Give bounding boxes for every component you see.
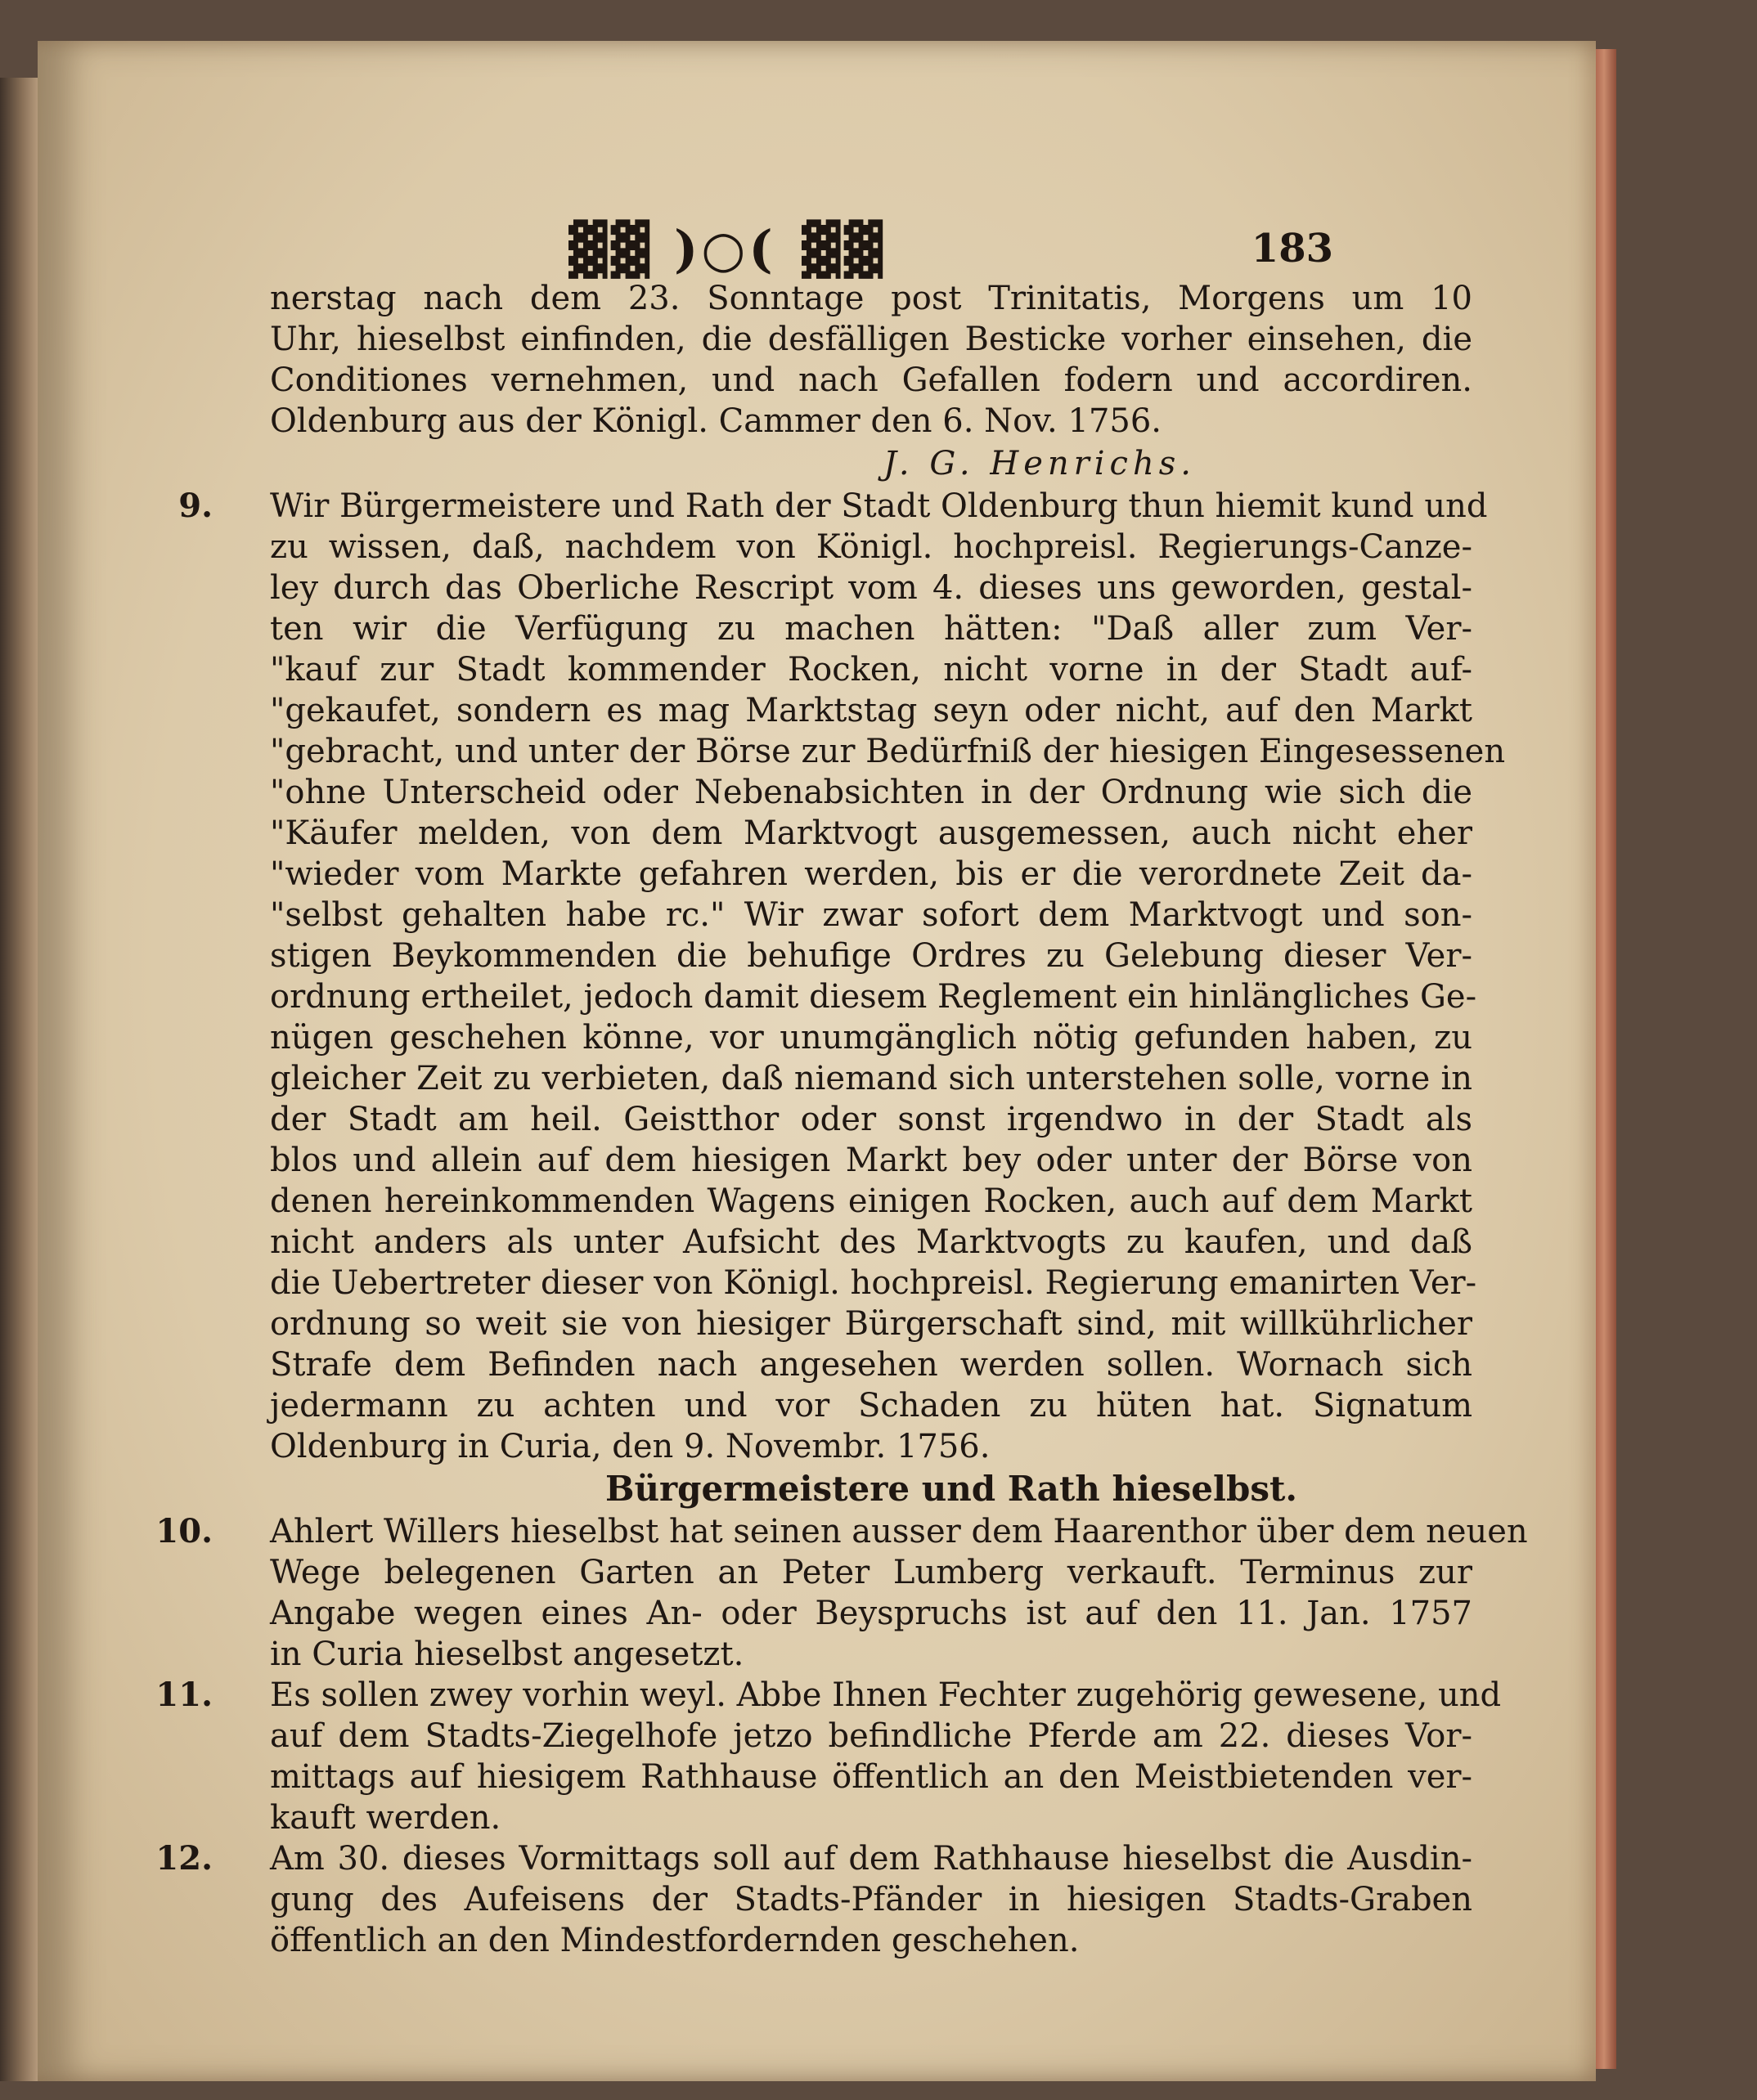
header-ornament-right: ▓▓ — [802, 219, 887, 279]
line-text: Oldenburg in Curia, den 9. Novembr. 1756. — [270, 1428, 991, 1465]
line-text: gung des Aufeisens der Stadts-Pfänder in hiesigen Stadts-Graben — [270, 1881, 1472, 1918]
text-line — [131, 527, 1472, 568]
text-line — [131, 486, 1488, 527]
line-text: "selbst gehalten habe rc." Wir zwar sofort dem Marktvogt und son- — [270, 896, 1472, 934]
line-text: zu wissen, daß, nachdem von Königl. hochpreisl. Regierungs-Canze- — [270, 528, 1472, 566]
line-text: "gebracht, und unter der Börse zur Bedürfniß der hiesigen Eingesessenen — [270, 733, 1506, 770]
line-text: Es sollen zwey vorhin weyl. Abbe Ihnen Fechter zugehörig gewesene, und — [270, 1676, 1502, 1714]
text-line — [131, 1426, 1358, 1467]
text-line — [131, 1058, 1472, 1099]
page-number: 183 — [1251, 226, 1333, 271]
line-text: gleicher Zeit zu verbieten, daß niemand sich unterstehen solle, vorne in — [270, 1060, 1472, 1097]
text-line — [131, 690, 1472, 731]
line-text: Ahlert Willers hieselbst hat seinen ausser dem Haarenthor über dem neuen — [270, 1513, 1528, 1550]
line-text: "ohne Unterscheid oder Nebenabsichten in der Ordnung wie sich die — [270, 774, 1472, 811]
header-ornament-left: ▓▓ )○( — [568, 219, 776, 279]
text-line — [131, 1634, 1358, 1675]
text-line — [131, 1879, 1472, 1920]
text-line — [131, 568, 1472, 608]
line-text: ley durch das Oberliche Rescript vom 4. dieses uns geworden, gestal- — [270, 569, 1472, 607]
text-line — [131, 1222, 1472, 1263]
text-line — [131, 1099, 1472, 1140]
text-line — [131, 1838, 1472, 1879]
text-line — [131, 608, 1472, 649]
signature-council: Bürgermeistere und Rath hieselbst. — [605, 1469, 1298, 1509]
line-text: stigen Beykommenden die behufige Ordres zu Gelebung dieser Ver- — [270, 937, 1472, 975]
line-text: Strafe dem Befinden nach angesehen werden sollen. Wornach sich — [270, 1346, 1472, 1384]
line-text: Am 30. dieses Vormittags soll auf dem Rathhause hieselbst die Ausdin- — [270, 1840, 1472, 1878]
text-line — [131, 1675, 1502, 1716]
line-text: nerstag nach dem 23. Sonntage post Trinitatis, Morgens um 10 — [270, 280, 1472, 317]
text-line — [131, 813, 1472, 854]
line-text: öffentlich an den Mindestfordernden geschehen. — [270, 1922, 1080, 1959]
text-line — [131, 1304, 1472, 1344]
line-text: jedermann zu achten und vor Schaden zu hüten hat. Signatum — [270, 1387, 1472, 1425]
signature-henrichs: J. G. Henrichs. — [883, 445, 1196, 482]
line-text: blos und allein auf dem hiesigen Markt bey oder unter der Börse von — [270, 1142, 1472, 1179]
text-block-1 — [131, 278, 1506, 1511]
item-number: 12. — [155, 1839, 213, 1878]
line-text: Conditiones vernehmen, und nach Gefallen fodern und accordiren. — [270, 361, 1472, 399]
text-line — [131, 649, 1472, 690]
text-line — [131, 1385, 1472, 1426]
line-text: nicht anders als unter Aufsicht des Marktvogts zu kaufen, und daß — [270, 1223, 1472, 1261]
line-text: nügen geschehen könne, vor unumgänglich nötig gefunden haben, zu — [270, 1019, 1472, 1057]
text-line — [131, 1757, 1472, 1797]
text-line — [131, 401, 1358, 442]
text-line — [131, 1344, 1472, 1385]
text-line — [131, 1140, 1472, 1181]
line-text: Wir Bürgermeistere und Rath der Stadt Oldenburg thun hiemit kund und — [270, 487, 1488, 525]
text-block-2 — [131, 1511, 1528, 1961]
text-line — [131, 1511, 1528, 1552]
text-line — [131, 936, 1472, 976]
line-text: "kauf zur Stadt kommender Rocken, nicht vorne in der Stadt auf- — [270, 651, 1472, 689]
line-text: Angabe wegen eines An- oder Beyspruchs ist auf den 11. Jan. 1757 — [270, 1595, 1472, 1632]
line-text: Uhr, hieselbst einfinden, die desfälligen Besticke vorher einsehen, die — [270, 321, 1472, 358]
line-text: Oldenburg aus der Königl. Cammer den 6. Nov. 1756. — [270, 402, 1162, 440]
text-line — [131, 1716, 1472, 1757]
item-number: 9. — [178, 487, 213, 525]
line-text: denen hereinkommenden Wagens einigen Rocken, auch auf dem Markt — [270, 1182, 1472, 1220]
line-text: der Stadt am heil. Geistthor oder sonst irgendwo in der Stadt als — [270, 1101, 1472, 1138]
line-text: die Uebertreter dieser von Königl. hochpreisl. Regierung emanirten Ver- — [270, 1264, 1477, 1302]
item-number: 11. — [155, 1676, 213, 1714]
line-text: in Curia hieselbst angesetzt. — [270, 1636, 744, 1673]
text-line — [131, 854, 1472, 895]
item-number: 10. — [155, 1512, 213, 1550]
line-text: kauft werden. — [270, 1799, 501, 1837]
text-line — [131, 731, 1506, 772]
text-line — [131, 1920, 1358, 1961]
line-text: "Käufer melden, von dem Marktvogt ausgemessen, auch nicht eher — [270, 814, 1472, 852]
page-body — [131, 278, 1528, 1961]
text-line — [131, 772, 1472, 813]
line-text: ordnung ertheilet, jedoch damit diesem Reglement ein hinlängliches Ge- — [270, 978, 1477, 1016]
text-line — [131, 1593, 1472, 1634]
line-text: "gekaufet, sondern es mag Marktstag seyn oder nicht, auf den Markt — [270, 692, 1472, 729]
text-line — [131, 319, 1472, 360]
line-text: ten wir die Verfügung zu machen hätten: "Daß aller zum Ver- — [270, 610, 1472, 648]
line-text: "wieder vom Markte gefahren werden, bis er die verordnete Zeit da- — [270, 855, 1472, 893]
page-block-edge — [1596, 49, 1616, 2069]
text-line — [131, 895, 1472, 936]
line-text: auf dem Stadts-Ziegelhofe jetzo befindliche Pferde am 22. dieses Vor- — [270, 1717, 1472, 1755]
text-line — [131, 1797, 1358, 1838]
facing-page-edge — [0, 78, 38, 2081]
text-line — [131, 360, 1472, 401]
text-line — [131, 1017, 1472, 1058]
text-line — [131, 1263, 1477, 1304]
text-line — [131, 976, 1477, 1017]
text-line — [131, 1181, 1472, 1222]
text-line — [131, 1552, 1472, 1593]
page-header — [270, 219, 1333, 285]
line-text: Wege belegenen Garten an Peter Lumberg verkauft. Terminus zur — [270, 1554, 1472, 1591]
line-text: mittags auf hiesigem Rathhause öffentlich an den Meistbietenden ver- — [270, 1758, 1472, 1796]
line-text: ordnung so weit sie von hiesiger Bürgerschaft sind, mit willkührlicher — [270, 1305, 1472, 1343]
text-line — [131, 278, 1472, 319]
